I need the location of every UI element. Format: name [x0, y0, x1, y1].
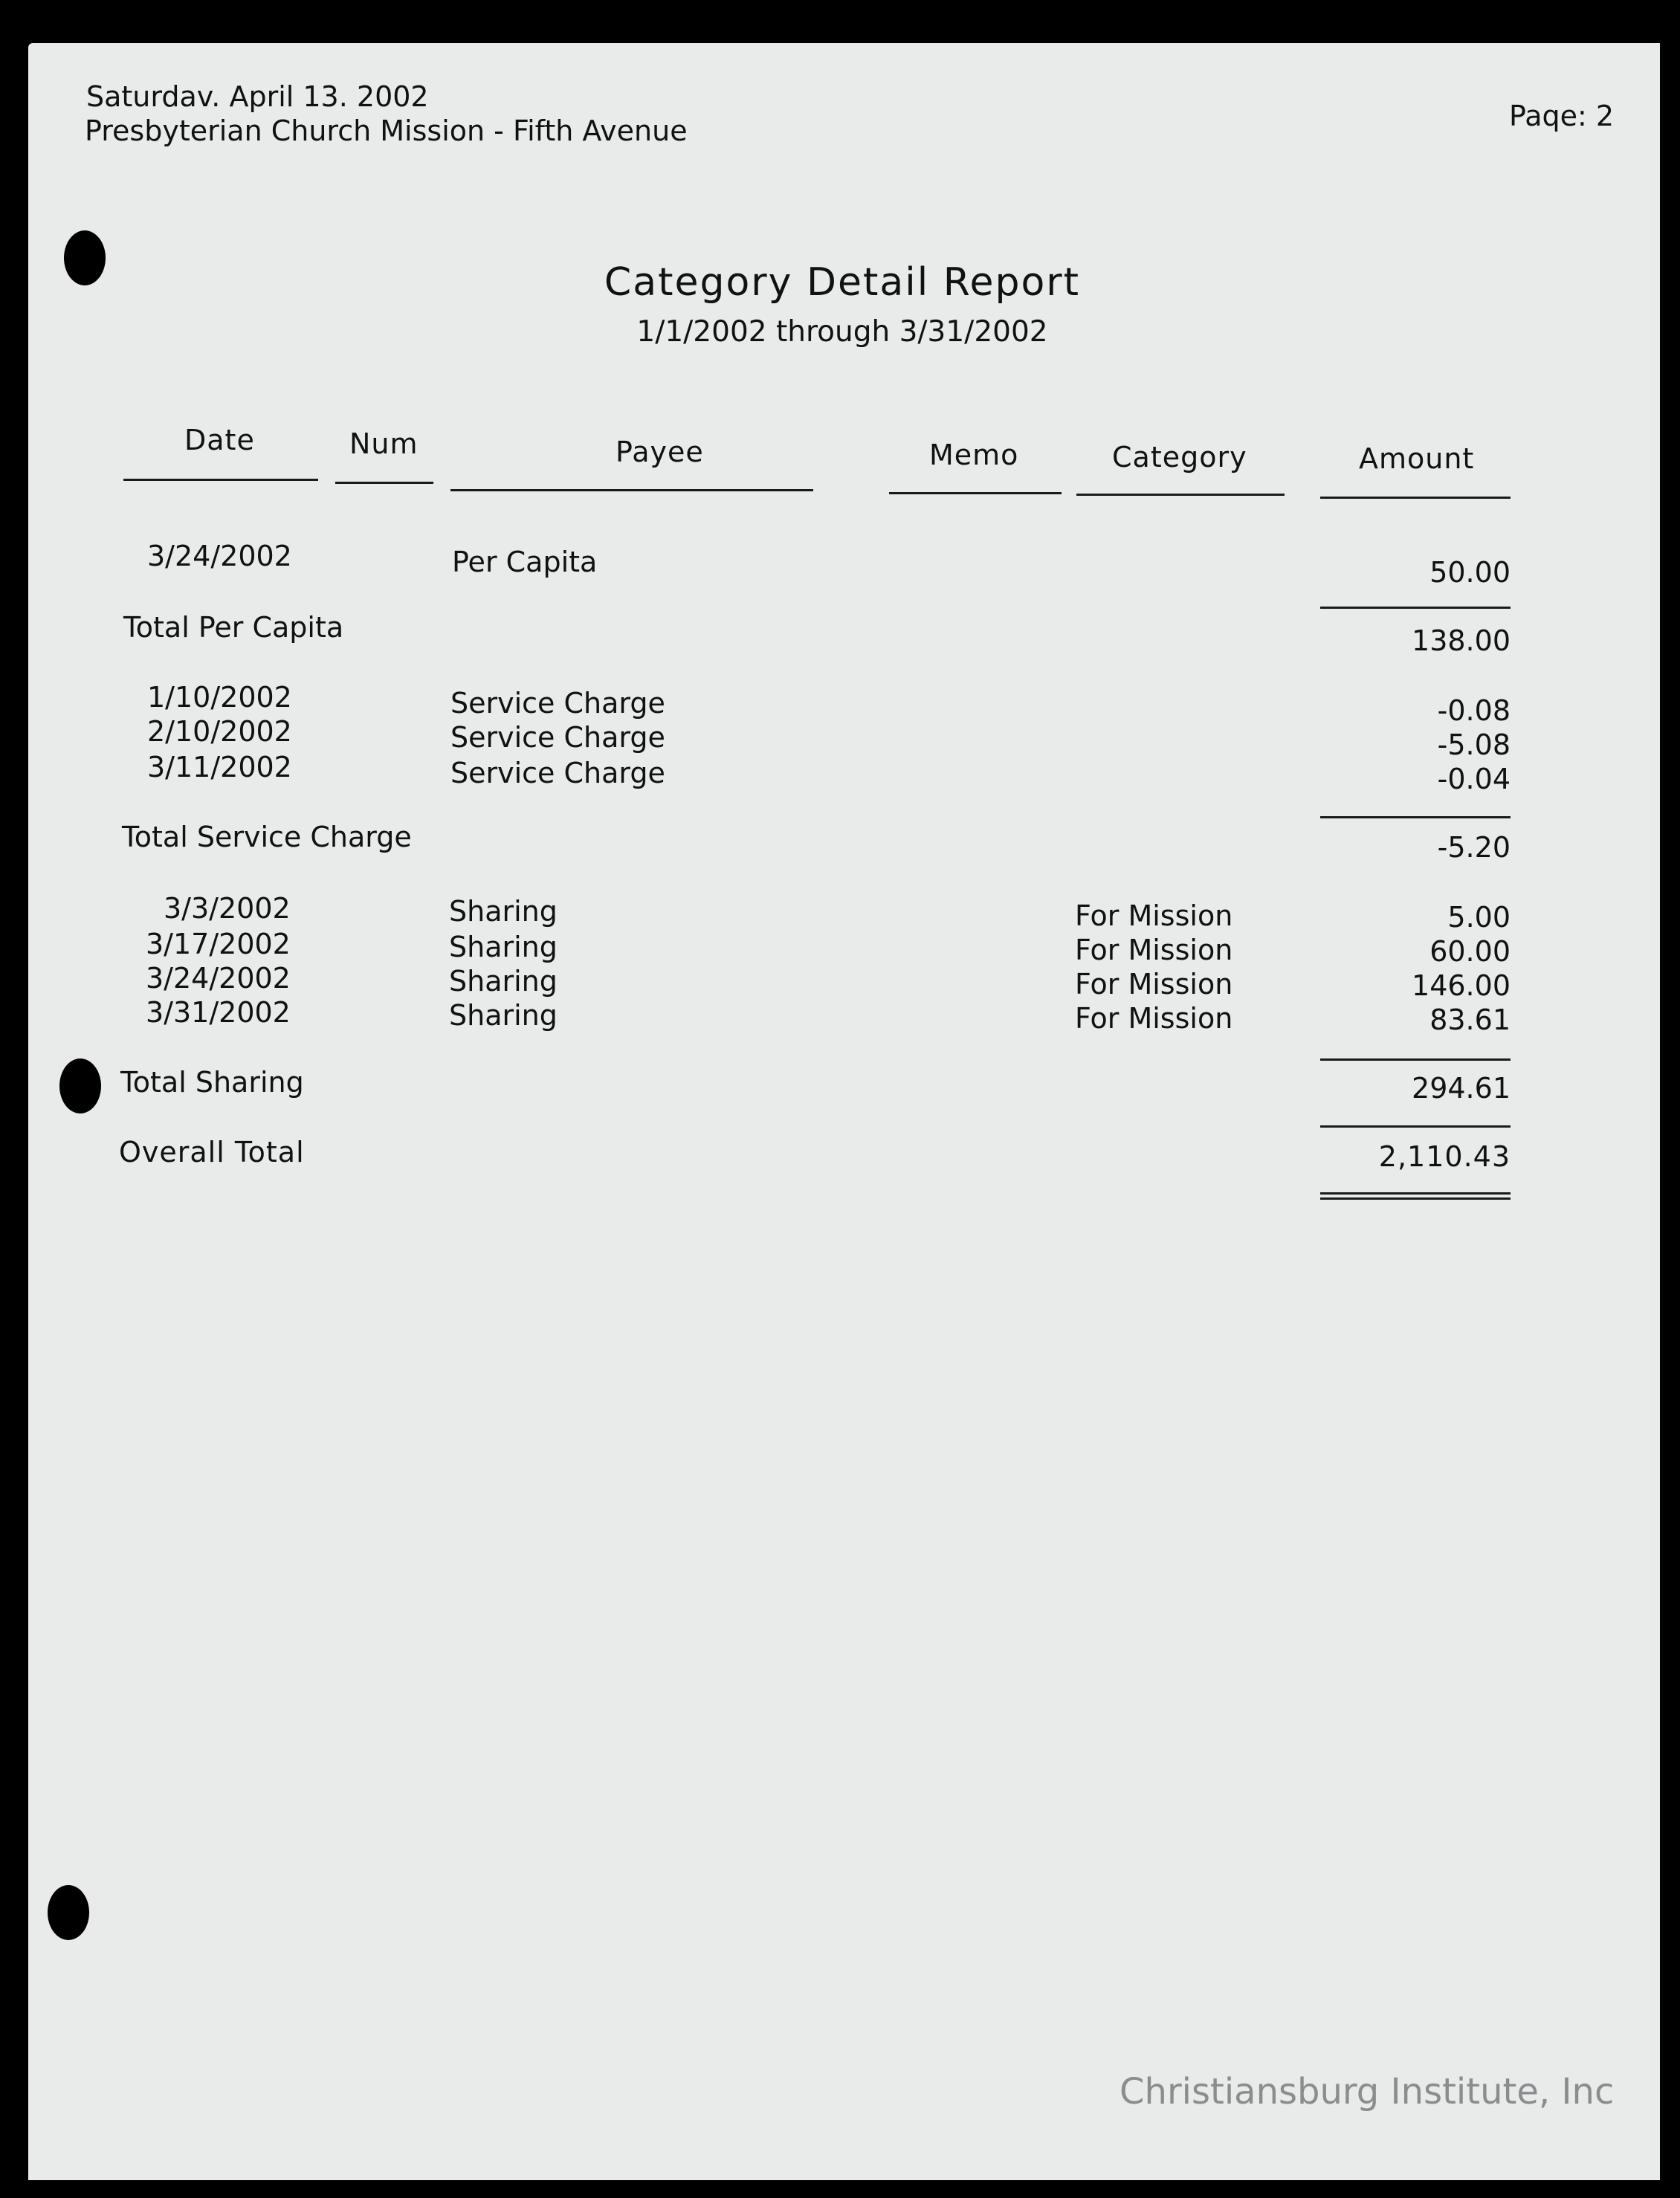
- total-per-capita-amount: 138.00: [1412, 624, 1511, 657]
- report-page: [28, 43, 1660, 2180]
- column-header-memo: Memo: [929, 439, 1019, 471]
- row-amount: 60.00: [1429, 935, 1511, 968]
- row-payee: Per Capita: [452, 546, 598, 578]
- column-rule-amount: [1320, 497, 1511, 499]
- total-service-charge-label: Total Service Charge: [122, 821, 412, 853]
- column-header-amount: Amount: [1359, 442, 1475, 475]
- column-header-num: Num: [349, 427, 419, 460]
- row-date: 3/24/2002: [146, 962, 291, 995]
- row-date: 3/17/2002: [146, 928, 291, 960]
- row-date: 3/31/2002: [146, 996, 291, 1029]
- subtotal-rule: [1320, 1058, 1511, 1061]
- row-payee: Sharing: [449, 965, 558, 998]
- row-date: 2/10/2002: [147, 715, 292, 748]
- column-rule-category: [1076, 494, 1285, 496]
- column-header-payee: Payee: [616, 436, 704, 468]
- report-title: Category Detail Report: [604, 260, 1081, 305]
- watermark: Christiansburg Institute, Inc: [1120, 2071, 1615, 2113]
- row-amount: -5.08: [1437, 728, 1511, 761]
- overall-total-amount: 2,110.43: [1378, 1140, 1511, 1173]
- row-date: 3/11/2002: [147, 751, 292, 783]
- row-payee: Service Charge: [450, 757, 665, 789]
- column-rule-memo: [889, 492, 1062, 494]
- row-amount: 146.00: [1412, 969, 1511, 1002]
- row-category: For Mission: [1075, 1002, 1233, 1035]
- row-payee: Sharing: [449, 895, 558, 928]
- report-date: Saturdav. April 13. 2002: [86, 80, 429, 113]
- subtotal-rule: [1320, 607, 1511, 609]
- organization-name: Presbyterian Church Mission - Fifth Avenue: [85, 114, 688, 147]
- row-date: 3/3/2002: [164, 892, 291, 925]
- row-payee: Service Charge: [450, 687, 665, 720]
- row-payee: Service Charge: [450, 721, 665, 754]
- row-date: 1/10/2002: [147, 681, 292, 714]
- column-header-date: Date: [184, 424, 255, 456]
- row-amount: -0.08: [1437, 694, 1511, 727]
- row-category: For Mission: [1075, 968, 1233, 1001]
- row-category: For Mission: [1075, 899, 1233, 932]
- column-rule-payee: [450, 489, 813, 491]
- page-number: Paqe: 2: [1509, 100, 1615, 132]
- row-payee: Sharing: [449, 999, 558, 1032]
- row-date: 3/24/2002: [147, 540, 292, 572]
- binder-hole-middle: [59, 1058, 101, 1113]
- row-payee: Sharing: [449, 931, 558, 963]
- overall-total-rule: [1320, 1125, 1511, 1128]
- subtotal-rule: [1320, 816, 1511, 818]
- column-header-category: Category: [1112, 441, 1247, 473]
- total-service-charge-amount: -5.20: [1437, 831, 1511, 864]
- binder-hole-bottom: [48, 1885, 89, 1940]
- total-sharing-label: Total Sharing: [120, 1066, 304, 1099]
- row-category: For Mission: [1075, 934, 1233, 966]
- column-rule-date: [123, 479, 318, 481]
- overall-total-label: Overall Total: [119, 1136, 305, 1169]
- total-per-capita-label: Total Per Capita: [123, 611, 344, 644]
- row-amount: 83.61: [1429, 1003, 1511, 1036]
- row-amount: -0.04: [1437, 763, 1511, 795]
- column-rule-num: [335, 482, 433, 484]
- total-sharing-amount: 294.61: [1412, 1072, 1511, 1105]
- row-amount: 50.00: [1429, 556, 1511, 589]
- overall-total-double-rule: [1320, 1192, 1511, 1200]
- report-date-range: 1/1/2002 through 3/31/2002: [636, 315, 1048, 349]
- row-amount: 5.00: [1447, 901, 1511, 934]
